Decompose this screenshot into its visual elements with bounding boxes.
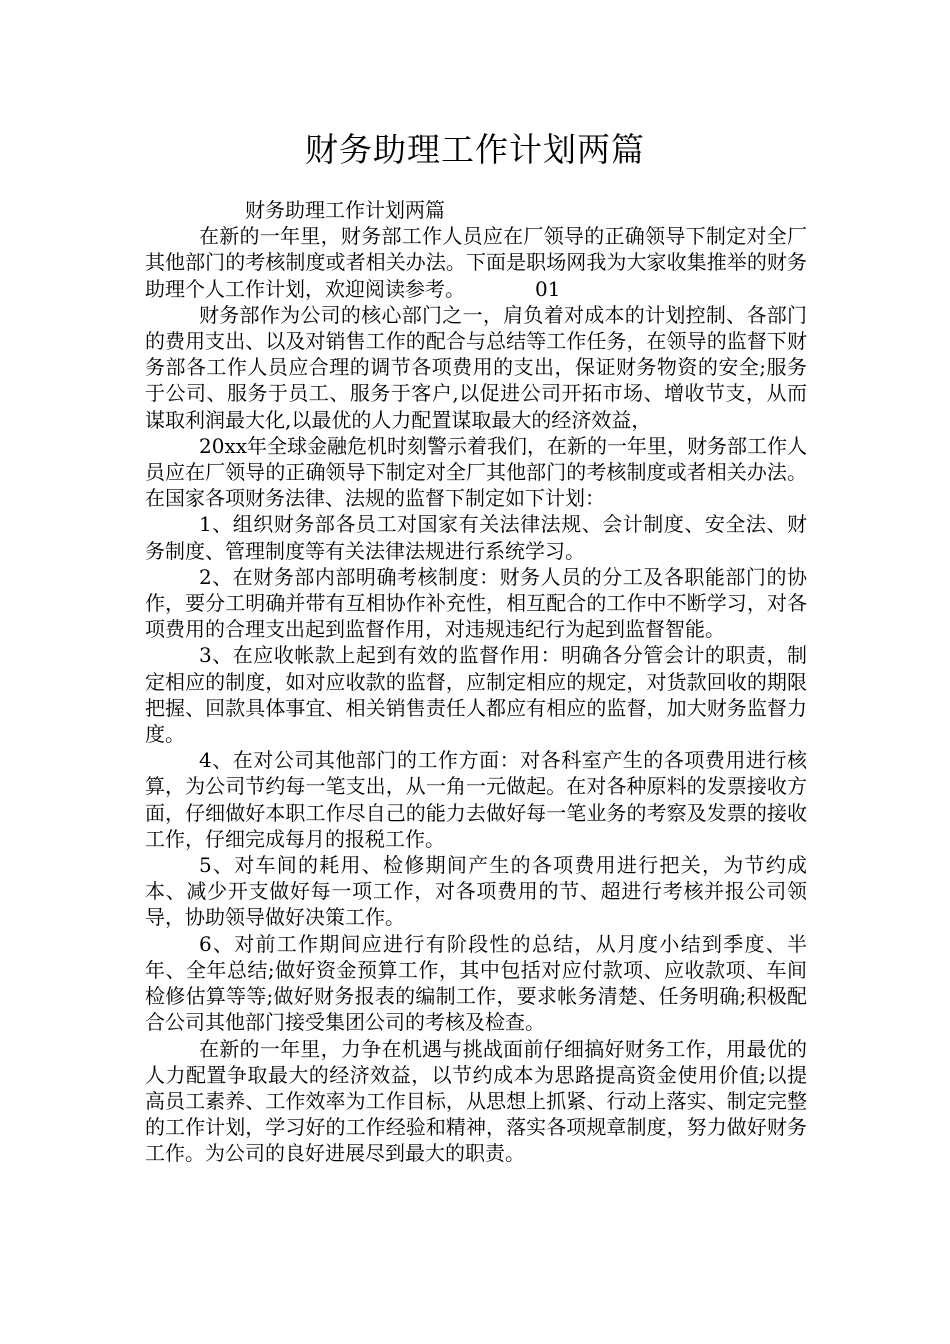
document-body — [145, 197, 807, 1167]
document-subtitle: 财务助理工作计划两篇 — [245, 198, 445, 222]
plan-item-1: 1、组织财务部各员工对国家有关法律法规、会计制度、安全法、财务制度、管理制度等有关法律法规进行系统学习。 — [145, 512, 807, 563]
paragraph-role: 财务部作为公司的核心部门之一，肩负着对成本的计划控制、各部门的费用支出、以及对销售工作的配合与总结等工作任务，在领导的监督下财务部各工作人员应合理的调节各项费用的支出，保证财务物资的安全;服务于公司、服务于员工、服务于客户,以促进公司开拓市场、增收节支，从而谋取利润最大化,以最优的人力配置谋取最大的经济效益， — [145, 302, 807, 432]
plan-item-4: 4、在对公司其他部门的工作方面：对各科室产生的各项费用进行核算，为公司节约每一笔支出，从一角一元做起。在对各种原料的发票接收方面，仔细做好本职工作尽自己的能力去做好每一笔业务的考察及发票的接收工作，仔细完成每月的报税工作。 — [145, 748, 807, 851]
plan-item-3: 3、在应收帐款上起到有效的监督作用：明确各分管会计的职责，制定相应的制度，如对应收款的监督，应制定相应的规定，对货款回收的期限把握、回款具体事宜、相关销售责任人都应有相应的监督，加大财务监督力度。 — [145, 643, 807, 747]
section-number: 01 — [535, 276, 561, 301]
intro-paragraph — [145, 223, 807, 302]
paragraph-background: 20xx年全球金融危机时刻警示着我们，在新的一年里，财务部工作人员应在厂领导的正确领导下制定对全厂其他部门的考核制度或者相关办法。在国家各项财务法律、法规的监督下制定如下计划： — [145, 433, 808, 511]
paragraph-conclusion: 在新的一年里，力争在机遇与挑战面前仔细搞好财务工作，用最优的人力配置争取最大的经济效益，以节约成本为思路提高资金使用价值;以提高员工素养、工作效率为工作目标，从思想上抓紧、行动上落实、制定完整的工作计划，学习好的工作经验和精神，落实各项规章制度，努力做好财务工作。为公司的良好进展尽到最大的职责。 — [145, 1036, 807, 1166]
intro-text: 在新的一年里，财务部工作人员应在厂领导的正确领导下制定对全厂其他部门的考核制度或者相关办法。下面是职场网我为大家收集推举的财务助理个人工作计划，欢迎阅读参考。 — [145, 224, 807, 301]
plan-item-2: 2、在财务部内部明确考核制度：财务人员的分工及各职能部门的协作，要分工明确并带有互相协作补充性，相互配合的工作中不断学习，对各项费用的合理支出起到监督作用，对违规违纪行为起到监督智能。 — [145, 564, 807, 642]
plan-item-6: 6、对前工作期间应进行有阶段性的总结，从月度小结到季度、半年、全年总结;做好资金预算工作，其中包括对应付款项、应收款项、车间检修估算等等;做好财务报表的编制工作，要求帐务清楚、任务明确;积极配合公司其他部门接受集团公司的考核及检查。 — [145, 931, 807, 1035]
plan-item-5: 5、对车间的耗用、检修期间产生的各项费用进行把关，为节约成本、减少开支做好每一项工作，对各项费用的节、超进行考核并报公司领导，协助领导做好决策工作。 — [145, 853, 807, 930]
document-title: 财务助理工作计划两篇 — [305, 130, 645, 169]
